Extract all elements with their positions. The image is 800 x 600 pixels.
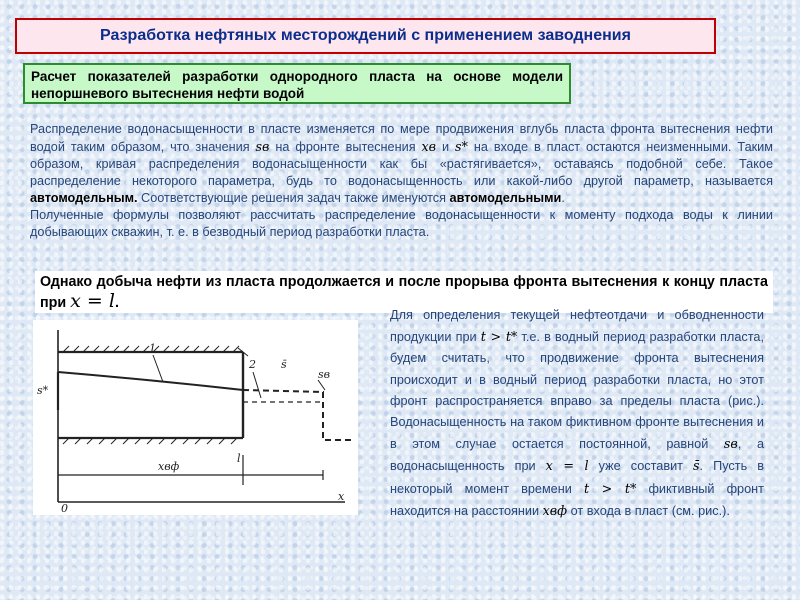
fig-label-x: x <box>338 490 345 503</box>
formula-sv: sв <box>723 436 738 452</box>
fig-label-l: l <box>237 452 241 465</box>
fig-label-2: 2 <box>249 358 256 371</box>
formula-t-gt-tstar-2: t > t* <box>583 480 637 496</box>
formula-s-bar: s̄ <box>693 458 700 474</box>
formula-t-gt-tstar: t > t* <box>480 329 518 345</box>
symbol-x-v: xв <box>421 139 437 154</box>
term-automodel-plural: автомодельными <box>449 191 562 205</box>
emphasis-box: Однако добыча нефти из пласта продолжается и после прорыва фронта вытеснения к концу пласта при x = l. <box>35 271 773 313</box>
fig-label-s-bar: s̄ <box>281 358 287 371</box>
formula-x-eq-l: x = l <box>70 290 115 312</box>
fig-label-xvf: xвф <box>158 460 180 473</box>
right-paragraph: Для определения текущей нефтеотдачи и обводненности продукции при t > t* т.е. в водный период разработки пласта, будем считать, что продвижение фронта вытеснения происходит и в водный период разработки пласта, но этот фронт распространяется вправо за пределы пласта (рис.). Водонасыщенность на таком фиктивном фронте вытеснения и в этом случае остается постоянной, равной sв, а водонасыщенность при x = l уже составит s̄. Пусть в некоторый момент времени t > t* фиктивный фронт находится на расстоянии xвф от входа в пласт (см. рис.). <box>390 308 764 518</box>
symbol-s-star: s* <box>455 139 468 154</box>
term-automodel: автомодельным. <box>30 191 138 205</box>
main-paragraph: Распределение водонасыщенности в пласте изменяется по мере продвижения вглубь пласта фронта вытеснения нефти водой таким образом, что значения sв на фронте вытеснения xв и s* на входе в пласт остаются неизменными. Таким образом, кривая распределения водонасыщенности как бы «растягивается», оставаясь подобной себе. Такое распределение некоторого параметра, будь то водонасыщенность или какой-либо другой параметр, называется автомодельным. Соответствующие решения задач также именуются автомодельными. Полученные формулы позволяют рассчитать распределение водонасыщенности к моменту подхода воды к линии добывающих скважин, т. е. в безводный период разработки пласта. <box>30 122 773 239</box>
figure-svg <box>33 320 358 515</box>
fig-label-1: 1 <box>149 342 156 355</box>
saturation-curve <box>58 372 243 390</box>
formula-xvf: xвф <box>542 502 568 518</box>
formula-x-eq-l-2: x = l <box>545 458 589 474</box>
fig-label-sv: sв <box>318 368 331 381</box>
fictitious-front <box>243 390 355 440</box>
fig-label-s-star: s* <box>37 384 49 397</box>
slide-title: Разработка нефтяных месторождений с применением заводнения <box>15 18 716 54</box>
subtitle-box: Расчет показателей разработки однородного пласта на основе модели непоршневого вытеснения нефти водой <box>23 63 571 104</box>
saturation-figure <box>33 320 358 515</box>
fig-label-0: 0 <box>61 502 68 515</box>
symbol-s-v: sв <box>255 139 270 154</box>
